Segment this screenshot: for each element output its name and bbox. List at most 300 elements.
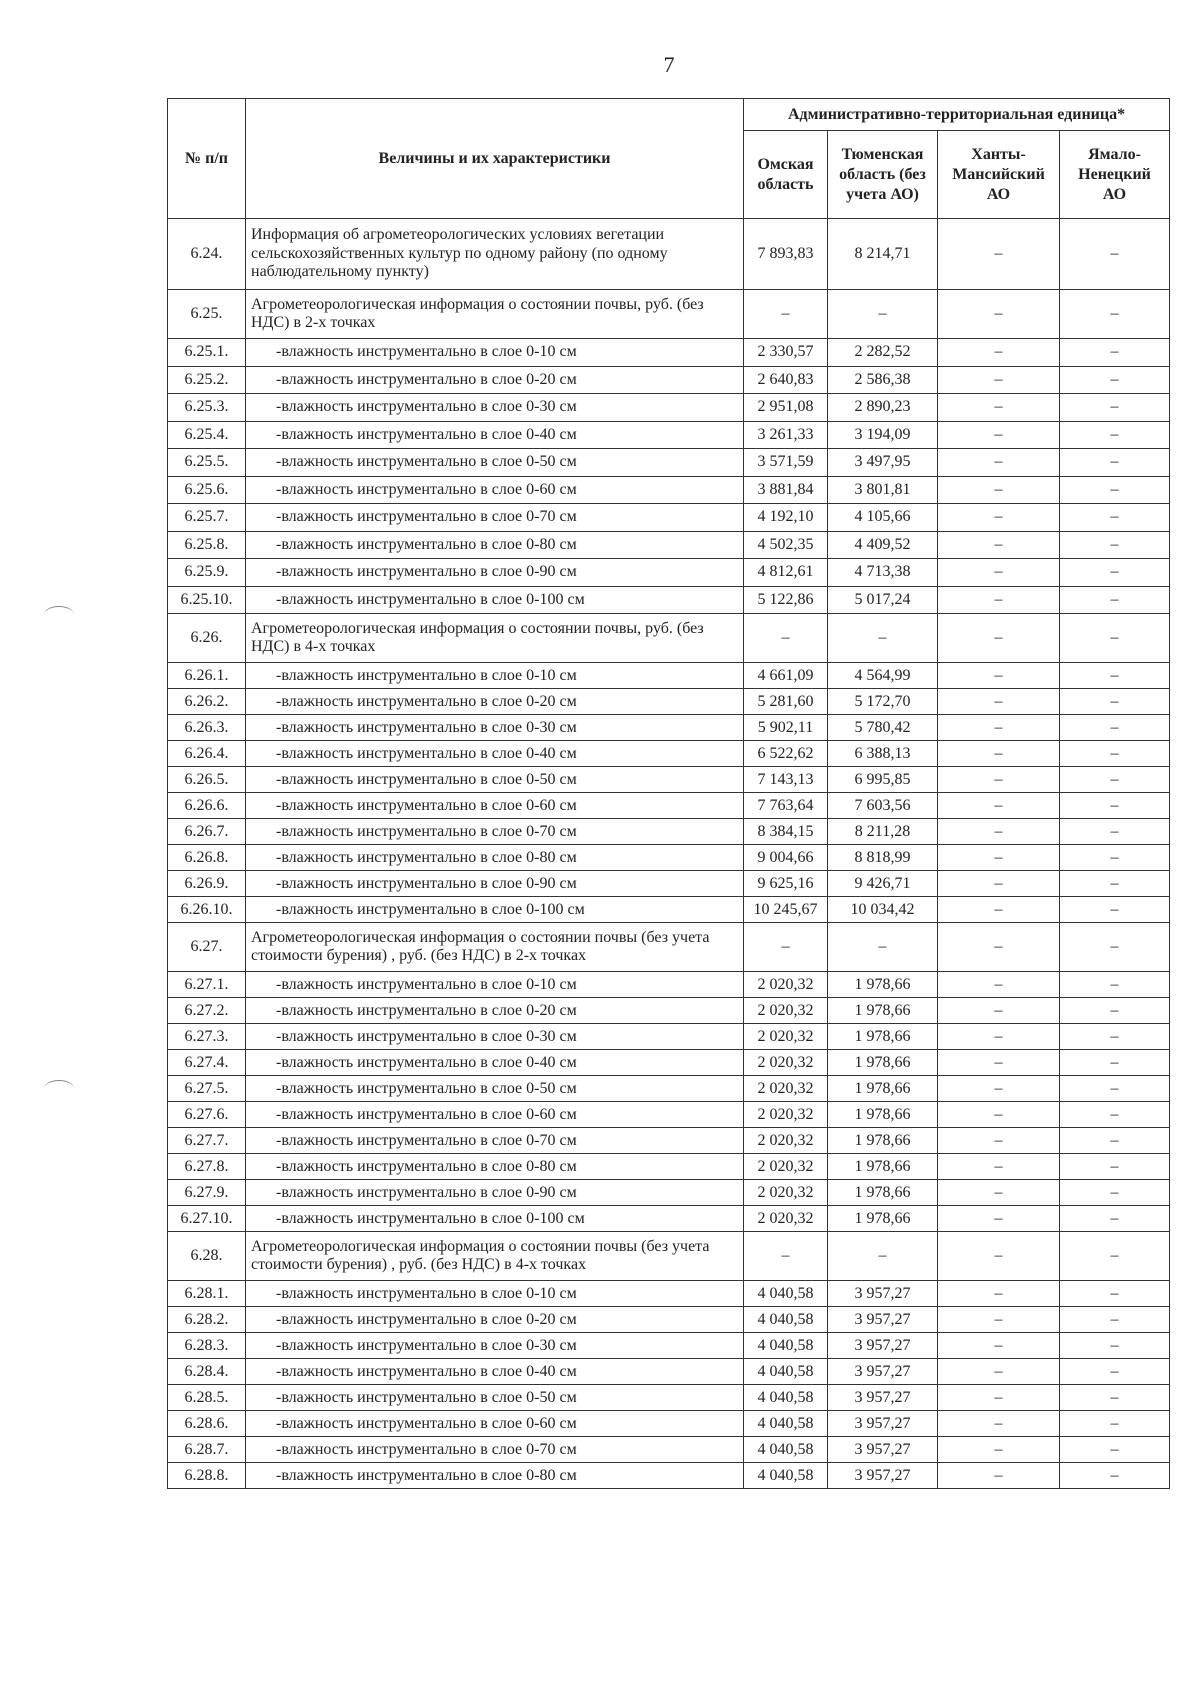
value-omsk: 2 020,32 xyxy=(744,1050,828,1076)
value-yanao: – xyxy=(1060,1232,1170,1281)
value-khmao: – xyxy=(938,421,1060,449)
table-row xyxy=(168,715,1170,741)
table-row xyxy=(168,366,1170,394)
table-row xyxy=(168,1024,1170,1050)
value-khmao: – xyxy=(938,339,1060,367)
value-yanao: – xyxy=(1060,449,1170,477)
value-tyumen: 1 978,66 xyxy=(828,972,938,998)
row-description: -влажность инструментально в слое 0-40 см xyxy=(246,421,744,449)
row-number: 6.27.5. xyxy=(168,1076,246,1102)
row-description: -влажность инструментально в слое 0-20 см xyxy=(246,689,744,715)
table-row xyxy=(168,1076,1170,1102)
value-tyumen: 1 978,66 xyxy=(828,1154,938,1180)
value-yanao: – xyxy=(1060,1154,1170,1180)
value-khmao: – xyxy=(938,1359,1060,1385)
value-khmao: – xyxy=(938,1232,1060,1281)
value-tyumen: 1 978,66 xyxy=(828,1102,938,1128)
value-khmao: – xyxy=(938,1154,1060,1180)
table-row xyxy=(168,421,1170,449)
value-omsk: 6 522,62 xyxy=(744,741,828,767)
row-number: 6.28.3. xyxy=(168,1333,246,1359)
value-yanao: – xyxy=(1060,1206,1170,1232)
table-row xyxy=(168,1281,1170,1307)
row-number: 6.28.6. xyxy=(168,1411,246,1437)
value-khmao: – xyxy=(938,531,1060,559)
table-row xyxy=(168,586,1170,614)
value-yanao: – xyxy=(1060,1128,1170,1154)
row-description: -влажность инструментально в слое 0-40 см xyxy=(246,741,744,767)
row-description: -влажность инструментально в слое 0-100 см xyxy=(246,897,744,923)
value-tyumen: 8 211,28 xyxy=(828,819,938,845)
row-number: 6.26.6. xyxy=(168,793,246,819)
value-tyumen: – xyxy=(828,614,938,663)
value-omsk: 4 040,58 xyxy=(744,1307,828,1333)
row-description: -влажность инструментально в слое 0-30 см xyxy=(246,1333,744,1359)
value-yanao: – xyxy=(1060,715,1170,741)
row-description: -влажность инструментально в слое 0-40 см xyxy=(246,1050,744,1076)
row-number: 6.25.4. xyxy=(168,421,246,449)
value-tyumen: 2 586,38 xyxy=(828,366,938,394)
value-tyumen: – xyxy=(828,290,938,339)
value-tyumen: 1 978,66 xyxy=(828,1206,938,1232)
row-number: 6.25.6. xyxy=(168,476,246,504)
table-row xyxy=(168,741,1170,767)
value-yanao: – xyxy=(1060,1050,1170,1076)
table-row xyxy=(168,614,1170,663)
value-yanao: – xyxy=(1060,394,1170,422)
value-omsk: – xyxy=(744,923,828,972)
value-tyumen: 3 801,81 xyxy=(828,476,938,504)
value-tyumen: 3 957,27 xyxy=(828,1333,938,1359)
row-number: 6.27.10. xyxy=(168,1206,246,1232)
row-number: 6.27.3. xyxy=(168,1024,246,1050)
row-number: 6.27. xyxy=(168,923,246,972)
value-yanao: – xyxy=(1060,476,1170,504)
table-row xyxy=(168,1232,1170,1281)
row-description: -влажность инструментально в слое 0-80 см xyxy=(246,1154,744,1180)
value-khmao: – xyxy=(938,1333,1060,1359)
value-tyumen: 3 957,27 xyxy=(828,1307,938,1333)
row-description: Агрометеорологическая информация о состоянии почвы, руб. (без НДС) в 4-х точках xyxy=(246,614,744,663)
value-omsk: 4 040,58 xyxy=(744,1437,828,1463)
value-yanao: – xyxy=(1060,1359,1170,1385)
value-omsk: 4 192,10 xyxy=(744,504,828,532)
value-yanao: – xyxy=(1060,559,1170,587)
row-number: 6.27.1. xyxy=(168,972,246,998)
value-yanao: – xyxy=(1060,421,1170,449)
table-row xyxy=(168,767,1170,793)
row-description: Агрометеорологическая информация о состоянии почвы (без учета стоимости бурения) , руб. (без НДС) в 2-х точках xyxy=(246,923,744,972)
value-yanao: – xyxy=(1060,663,1170,689)
value-tyumen: 5 780,42 xyxy=(828,715,938,741)
value-tyumen: 8 214,71 xyxy=(828,219,938,290)
value-omsk: 2 020,32 xyxy=(744,1154,828,1180)
value-omsk: 5 122,86 xyxy=(744,586,828,614)
table-row xyxy=(168,793,1170,819)
value-khmao: – xyxy=(938,998,1060,1024)
value-khmao: – xyxy=(938,1437,1060,1463)
row-description: -влажность инструментально в слое 0-10 см xyxy=(246,663,744,689)
value-khmao: – xyxy=(938,871,1060,897)
row-number: 6.28.7. xyxy=(168,1437,246,1463)
value-yanao: – xyxy=(1060,741,1170,767)
value-khmao: – xyxy=(938,689,1060,715)
value-omsk: 2 951,08 xyxy=(744,394,828,422)
page-number: 7 xyxy=(663,52,675,77)
row-number: 6.26.8. xyxy=(168,845,246,871)
value-tyumen: 10 034,42 xyxy=(828,897,938,923)
row-number: 6.25.9. xyxy=(168,559,246,587)
value-omsk: – xyxy=(744,290,828,339)
value-khmao: – xyxy=(938,1463,1060,1489)
value-yanao: – xyxy=(1060,1180,1170,1206)
value-khmao: – xyxy=(938,923,1060,972)
table-row xyxy=(168,1180,1170,1206)
value-tyumen: 1 978,66 xyxy=(828,1128,938,1154)
row-description: -влажность инструментально в слое 0-10 см xyxy=(246,339,744,367)
value-yanao: – xyxy=(1060,1463,1170,1489)
value-khmao: – xyxy=(938,1281,1060,1307)
row-description: -влажность инструментально в слое 0-60 см xyxy=(246,1102,744,1128)
row-description: -влажность инструментально в слое 0-50 см xyxy=(246,449,744,477)
value-yanao: – xyxy=(1060,1281,1170,1307)
row-number: 6.27.7. xyxy=(168,1128,246,1154)
table-row xyxy=(168,1463,1170,1489)
value-tyumen: 5 017,24 xyxy=(828,586,938,614)
row-number: 6.25.10. xyxy=(168,586,246,614)
row-description: -влажность инструментально в слое 0-20 см xyxy=(246,1307,744,1333)
value-khmao: – xyxy=(938,394,1060,422)
table-body xyxy=(168,219,1170,1489)
value-khmao: – xyxy=(938,767,1060,793)
value-khmao: – xyxy=(938,1206,1060,1232)
value-tyumen: 8 818,99 xyxy=(828,845,938,871)
value-tyumen: 3 957,27 xyxy=(828,1281,938,1307)
value-khmao: – xyxy=(938,1385,1060,1411)
value-khmao: – xyxy=(938,1102,1060,1128)
row-number: 6.28.2. xyxy=(168,1307,246,1333)
row-number: 6.26.7. xyxy=(168,819,246,845)
row-number: 6.25.3. xyxy=(168,394,246,422)
table-row xyxy=(168,531,1170,559)
value-omsk: 5 281,60 xyxy=(744,689,828,715)
value-omsk: 2 020,32 xyxy=(744,1102,828,1128)
row-description: -влажность инструментально в слое 0-10 см xyxy=(246,1281,744,1307)
value-yanao: – xyxy=(1060,689,1170,715)
table-row xyxy=(168,219,1170,290)
value-omsk: 2 020,32 xyxy=(744,972,828,998)
header-col-omsk: Омская область xyxy=(744,131,828,219)
value-omsk: 2 330,57 xyxy=(744,339,828,367)
value-omsk: 4 040,58 xyxy=(744,1359,828,1385)
table-row xyxy=(168,504,1170,532)
value-tyumen: 7 603,56 xyxy=(828,793,938,819)
value-tyumen: 1 978,66 xyxy=(828,1024,938,1050)
table-row xyxy=(168,897,1170,923)
row-number: 6.27.4. xyxy=(168,1050,246,1076)
table-row xyxy=(168,476,1170,504)
row-description: -влажность инструментально в слое 0-60 см xyxy=(246,793,744,819)
value-omsk: 2 020,32 xyxy=(744,1128,828,1154)
value-omsk: 4 812,61 xyxy=(744,559,828,587)
value-yanao: – xyxy=(1060,1437,1170,1463)
value-omsk: 2 020,32 xyxy=(744,1180,828,1206)
value-yanao: – xyxy=(1060,972,1170,998)
row-description: -влажность инструментально в слое 0-50 см xyxy=(246,1076,744,1102)
value-tyumen: 3 957,27 xyxy=(828,1411,938,1437)
header-col-tyumen: Тюменская область (без учета АО) xyxy=(828,131,938,219)
table-row xyxy=(168,394,1170,422)
row-description: -влажность инструментально в слое 0-70 см xyxy=(246,819,744,845)
table-row xyxy=(168,1411,1170,1437)
row-description: -влажность инструментально в слое 0-60 см xyxy=(246,1411,744,1437)
value-omsk: 4 661,09 xyxy=(744,663,828,689)
value-khmao: – xyxy=(938,819,1060,845)
row-number: 6.26.5. xyxy=(168,767,246,793)
row-number: 6.26.2. xyxy=(168,689,246,715)
table-row xyxy=(168,998,1170,1024)
row-description: -влажность инструментально в слое 0-10 см xyxy=(246,972,744,998)
value-khmao: – xyxy=(938,1307,1060,1333)
table-row xyxy=(168,663,1170,689)
table-row xyxy=(168,1206,1170,1232)
table-row xyxy=(168,845,1170,871)
value-tyumen: 3 957,27 xyxy=(828,1463,938,1489)
value-omsk: 2 020,32 xyxy=(744,1076,828,1102)
row-description: -влажность инструментально в слое 0-70 см xyxy=(246,1437,744,1463)
row-description: -влажность инструментально в слое 0-30 см xyxy=(246,715,744,741)
value-tyumen: 1 978,66 xyxy=(828,1180,938,1206)
row-description: Агрометеорологическая информация о состоянии почвы, руб. (без НДС) в 2-х точках xyxy=(246,290,744,339)
value-khmao: – xyxy=(938,663,1060,689)
row-description: Агрометеорологическая информация о состоянии почвы (без учета стоимости бурения) , руб. (без НДС) в 4-х точках xyxy=(246,1232,744,1281)
row-description: -влажность инструментально в слое 0-80 см xyxy=(246,1463,744,1489)
value-tyumen: 1 978,66 xyxy=(828,998,938,1024)
value-yanao: – xyxy=(1060,871,1170,897)
value-omsk: 4 040,58 xyxy=(744,1385,828,1411)
table-row xyxy=(168,559,1170,587)
row-description: -влажность инструментально в слое 0-40 см xyxy=(246,1359,744,1385)
value-tyumen: 6 388,13 xyxy=(828,741,938,767)
table-row xyxy=(168,923,1170,972)
value-yanao: – xyxy=(1060,366,1170,394)
table-row xyxy=(168,1102,1170,1128)
table-row xyxy=(168,871,1170,897)
value-yanao: – xyxy=(1060,339,1170,367)
value-tyumen: 2 282,52 xyxy=(828,339,938,367)
value-yanao: – xyxy=(1060,586,1170,614)
value-khmao: – xyxy=(938,219,1060,290)
row-number: 6.25.8. xyxy=(168,531,246,559)
value-omsk: 2 640,83 xyxy=(744,366,828,394)
row-description: -влажность инструментально в слое 0-50 см xyxy=(246,1385,744,1411)
row-number: 6.25. xyxy=(168,290,246,339)
row-description: Информация об агрометеорологических условиях вегетации сельскохозяйственных культур по одному району (по одному наблюдательному пункту) xyxy=(246,219,744,290)
value-yanao: – xyxy=(1060,897,1170,923)
value-omsk: 4 040,58 xyxy=(744,1411,828,1437)
value-omsk: 4 502,35 xyxy=(744,531,828,559)
value-yanao: – xyxy=(1060,1307,1170,1333)
row-description: -влажность инструментально в слое 0-20 см xyxy=(246,366,744,394)
value-omsk: 2 020,32 xyxy=(744,1206,828,1232)
row-number: 6.26. xyxy=(168,614,246,663)
row-number: 6.25.7. xyxy=(168,504,246,532)
value-tyumen: 4 409,52 xyxy=(828,531,938,559)
row-number: 6.28.1. xyxy=(168,1281,246,1307)
row-description: -влажность инструментально в слое 0-90 см xyxy=(246,871,744,897)
value-khmao: – xyxy=(938,1128,1060,1154)
row-number: 6.26.9. xyxy=(168,871,246,897)
value-tyumen: 3 957,27 xyxy=(828,1359,938,1385)
value-yanao: – xyxy=(1060,1333,1170,1359)
value-yanao: – xyxy=(1060,531,1170,559)
value-yanao: – xyxy=(1060,819,1170,845)
value-yanao: – xyxy=(1060,1024,1170,1050)
header-group: Административно-территориальная единица* xyxy=(744,99,1170,131)
value-khmao: – xyxy=(938,366,1060,394)
value-khmao: – xyxy=(938,290,1060,339)
table-row xyxy=(168,1359,1170,1385)
row-number: 6.26.10. xyxy=(168,897,246,923)
row-description: -влажность инструментально в слое 0-70 см xyxy=(246,1128,744,1154)
row-number: 6.27.2. xyxy=(168,998,246,1024)
value-yanao: – xyxy=(1060,614,1170,663)
row-number: 6.27.6. xyxy=(168,1102,246,1128)
row-number: 6.27.8. xyxy=(168,1154,246,1180)
value-khmao: – xyxy=(938,1076,1060,1102)
hole-punch-mark xyxy=(44,1080,74,1097)
value-omsk: 7 143,13 xyxy=(744,767,828,793)
table-row xyxy=(168,1437,1170,1463)
value-tyumen: 3 497,95 xyxy=(828,449,938,477)
value-tyumen: 4 564,99 xyxy=(828,663,938,689)
row-number: 6.28.5. xyxy=(168,1385,246,1411)
value-yanao: – xyxy=(1060,845,1170,871)
value-omsk: 10 245,67 xyxy=(744,897,828,923)
value-khmao: – xyxy=(938,614,1060,663)
value-omsk: 5 902,11 xyxy=(744,715,828,741)
table-row xyxy=(168,449,1170,477)
value-omsk: 2 020,32 xyxy=(744,998,828,1024)
value-tyumen: 2 890,23 xyxy=(828,394,938,422)
value-khmao: – xyxy=(938,793,1060,819)
table-row xyxy=(168,1385,1170,1411)
value-tyumen: – xyxy=(828,1232,938,1281)
table-row xyxy=(168,1050,1170,1076)
value-tyumen: 5 172,70 xyxy=(828,689,938,715)
row-description: -влажность инструментально в слое 0-30 см xyxy=(246,394,744,422)
row-description: -влажность инструментально в слое 0-90 см xyxy=(246,1180,744,1206)
row-number: 6.25.1. xyxy=(168,339,246,367)
value-khmao: – xyxy=(938,1024,1060,1050)
value-omsk: – xyxy=(744,614,828,663)
hole-punch-mark xyxy=(44,606,74,623)
value-yanao: – xyxy=(1060,219,1170,290)
value-khmao: – xyxy=(938,559,1060,587)
row-description: -влажность инструментально в слое 0-100 см xyxy=(246,1206,744,1232)
value-tyumen: 3 194,09 xyxy=(828,421,938,449)
value-tyumen: – xyxy=(828,923,938,972)
row-description: -влажность инструментально в слое 0-60 см xyxy=(246,476,744,504)
value-tyumen: 4 713,38 xyxy=(828,559,938,587)
value-yanao: – xyxy=(1060,767,1170,793)
value-khmao: – xyxy=(938,1050,1060,1076)
value-yanao: – xyxy=(1060,998,1170,1024)
value-tyumen: 4 105,66 xyxy=(828,504,938,532)
row-description: -влажность инструментально в слое 0-30 см xyxy=(246,1024,744,1050)
table-row xyxy=(168,1128,1170,1154)
value-khmao: – xyxy=(938,449,1060,477)
value-omsk: 9 625,16 xyxy=(744,871,828,897)
value-khmao: – xyxy=(938,1180,1060,1206)
row-number: 6.26.1. xyxy=(168,663,246,689)
value-omsk: 3 881,84 xyxy=(744,476,828,504)
table-row xyxy=(168,689,1170,715)
value-omsk: 3 571,59 xyxy=(744,449,828,477)
value-tyumen: 6 995,85 xyxy=(828,767,938,793)
value-yanao: – xyxy=(1060,1385,1170,1411)
tariff-table xyxy=(167,98,1170,1489)
row-number: 6.26.4. xyxy=(168,741,246,767)
value-omsk: 9 004,66 xyxy=(744,845,828,871)
table-row xyxy=(168,1333,1170,1359)
value-tyumen: 1 978,66 xyxy=(828,1050,938,1076)
row-number: 6.28.8. xyxy=(168,1463,246,1489)
value-omsk: 3 261,33 xyxy=(744,421,828,449)
value-tyumen: 3 957,27 xyxy=(828,1385,938,1411)
value-yanao: – xyxy=(1060,504,1170,532)
row-number: 6.28. xyxy=(168,1232,246,1281)
value-omsk: 7 763,64 xyxy=(744,793,828,819)
table-row xyxy=(168,972,1170,998)
value-khmao: – xyxy=(938,476,1060,504)
table-row xyxy=(168,290,1170,339)
header-name: Величины и их характеристики xyxy=(246,99,744,219)
value-omsk: 7 893,83 xyxy=(744,219,828,290)
row-number: 6.25.2. xyxy=(168,366,246,394)
value-tyumen: 1 978,66 xyxy=(828,1076,938,1102)
value-omsk: 4 040,58 xyxy=(744,1281,828,1307)
value-yanao: – xyxy=(1060,793,1170,819)
row-description: -влажность инструментально в слое 0-80 см xyxy=(246,845,744,871)
value-khmao: – xyxy=(938,845,1060,871)
value-khmao: – xyxy=(938,586,1060,614)
row-description: -влажность инструментально в слое 0-20 см xyxy=(246,998,744,1024)
row-number: 6.27.9. xyxy=(168,1180,246,1206)
row-description: -влажность инструментально в слое 0-100 см xyxy=(246,586,744,614)
value-khmao: – xyxy=(938,504,1060,532)
value-khmao: – xyxy=(938,897,1060,923)
value-omsk: 4 040,58 xyxy=(744,1333,828,1359)
value-khmao: – xyxy=(938,1411,1060,1437)
value-yanao: – xyxy=(1060,923,1170,972)
value-tyumen: 3 957,27 xyxy=(828,1437,938,1463)
row-number: 6.28.4. xyxy=(168,1359,246,1385)
header-col-yanao: Ямало-Ненецкий АО xyxy=(1060,131,1170,219)
value-yanao: – xyxy=(1060,290,1170,339)
table-row xyxy=(168,1154,1170,1180)
row-description: -влажность инструментально в слое 0-80 см xyxy=(246,531,744,559)
value-omsk: 4 040,58 xyxy=(744,1463,828,1489)
value-omsk: – xyxy=(744,1232,828,1281)
value-khmao: – xyxy=(938,741,1060,767)
header-col-khmao: Ханты-Мансийский АО xyxy=(938,131,1060,219)
value-yanao: – xyxy=(1060,1102,1170,1128)
row-description: -влажность инструментально в слое 0-70 см xyxy=(246,504,744,532)
table-row xyxy=(168,1307,1170,1333)
value-khmao: – xyxy=(938,972,1060,998)
value-tyumen: 9 426,71 xyxy=(828,871,938,897)
